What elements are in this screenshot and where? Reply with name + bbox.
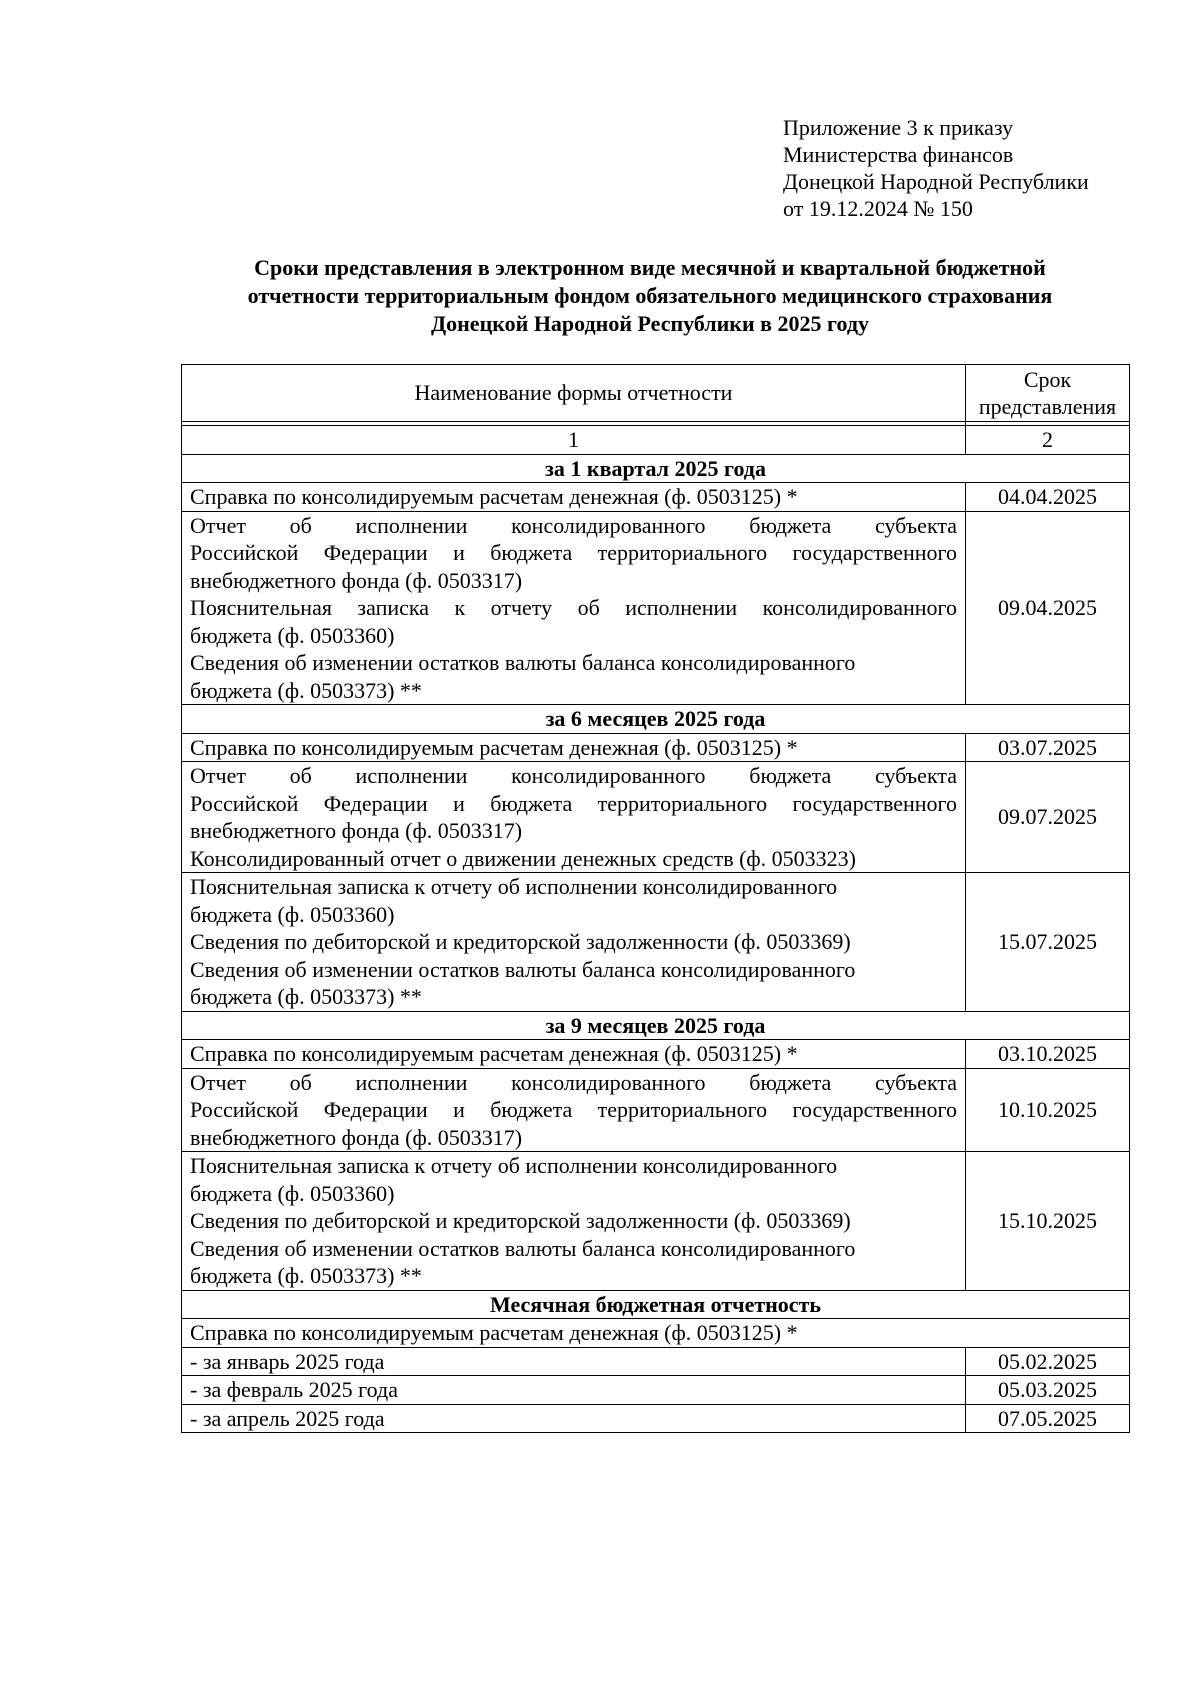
form-name-cell	[182, 762, 966, 873]
deadline-cell: 09.04.2025	[966, 511, 1130, 705]
title-line: отчетности территориальным фондом обязательного медицинского страхования	[247, 283, 1053, 308]
table-row	[182, 733, 1130, 762]
form-line: бюджета (ф. 0503373) **	[190, 984, 422, 1009]
appendix-line: Донецкой Народной Республики	[783, 169, 1089, 194]
table-row	[182, 1319, 1130, 1348]
deadline-cell: 03.10.2025	[966, 1040, 1130, 1069]
section-heading-9-months: за 9 месяцев 2025 года	[182, 1011, 1130, 1040]
form-line: Сведения об изменении остатков валюты баланса консолидированного	[190, 956, 856, 982]
deadline-cell: 04.04.2025	[966, 483, 1130, 512]
form-name-cell	[182, 873, 966, 1012]
section-heading-q1: за 1 квартал 2025 года	[182, 454, 1130, 483]
form-name-cell: Справка по консолидируемым расчетам денежная (ф. 0503125) *	[182, 483, 966, 512]
form-line: Пояснительная записка к отчету об исполнении консолидированного	[190, 595, 957, 620]
document-title	[150, 254, 1150, 338]
header-deadline-line: представления	[978, 394, 1117, 419]
column-number-2: 2	[966, 426, 1130, 455]
form-line: Отчет об исполнении консолидированного бюджета субъекта	[190, 512, 957, 538]
header-deadline	[966, 365, 1130, 422]
section-heading-monthly: Месячная бюджетная отчетность	[182, 1290, 1130, 1319]
table-row	[182, 1376, 1130, 1405]
section-row	[182, 454, 1130, 483]
header-form-name: Наименование формы отчетности	[182, 365, 966, 422]
form-line: Пояснительная записка к отчету об исполнении консолидированного	[190, 1153, 838, 1178]
form-name-cell	[182, 1068, 966, 1152]
table-row	[182, 1404, 1130, 1433]
form-line: бюджета (ф. 0503360)	[190, 622, 395, 648]
deadline-cell: 15.10.2025	[966, 1152, 1130, 1291]
form-line: Сведения об изменении остатков валюты баланса консолидированного	[190, 1235, 856, 1261]
deadline-cell: 05.03.2025	[966, 1376, 1130, 1405]
title-line: Донецкой Народной Республики в 2025 году	[431, 311, 869, 336]
form-line: Отчет об исполнении консолидированного бюджета субъекта	[190, 1069, 957, 1095]
section-row	[182, 1011, 1130, 1040]
month-label-cell: - за февраль 2025 года	[182, 1376, 966, 1405]
form-line: Отчет об исполнении консолидированного бюджета субъекта	[190, 763, 957, 788]
form-line: Российской Федерации и бюджета территориального государственного	[190, 540, 957, 565]
form-line: бюджета (ф. 0503360)	[190, 1180, 395, 1206]
form-line: внебюджетного фонда (ф. 0503317)	[190, 1124, 523, 1150]
form-line: Консолидированный отчет о движении денежных средств (ф. 0503323)	[190, 845, 856, 871]
form-line: Российской Федерации и бюджета территориального государственного	[190, 1097, 957, 1122]
deadline-cell: 10.10.2025	[966, 1068, 1130, 1152]
form-name-cell: Справка по консолидируемым расчетам денежная (ф. 0503125) *	[182, 733, 966, 762]
month-label-cell: - за январь 2025 года	[182, 1347, 966, 1376]
form-name-cell	[182, 1152, 966, 1291]
deadline-cell: 03.07.2025	[966, 733, 1130, 762]
reporting-deadlines-table	[181, 364, 1130, 1433]
section-row	[182, 705, 1130, 734]
table-row	[182, 762, 1130, 873]
form-line: Сведения по дебиторской и кредиторской задолженности (ф. 0503369)	[190, 929, 851, 954]
section-heading-6-months: за 6 месяцев 2025 года	[182, 705, 1130, 734]
table-row	[182, 483, 1130, 512]
section-row	[182, 1290, 1130, 1319]
deadline-cell: 15.07.2025	[966, 873, 1130, 1012]
form-line: бюджета (ф. 0503360)	[190, 901, 395, 927]
form-name-cell	[182, 511, 966, 705]
table-header-row	[182, 365, 1130, 422]
form-line: Пояснительная записка к отчету об исполнении консолидированного	[190, 874, 838, 899]
table-row	[182, 1347, 1130, 1376]
form-line: Российской Федерации и бюджета территориального государственного	[190, 790, 957, 816]
form-line: бюджета (ф. 0503373) **	[190, 677, 422, 703]
appendix-reference	[783, 114, 1089, 222]
form-line: внебюджетного фонда (ф. 0503317)	[190, 567, 523, 593]
deadline-cell: 05.02.2025	[966, 1347, 1130, 1376]
form-line: бюджета (ф. 0503373) **	[190, 1263, 422, 1288]
appendix-line: Приложение 3 к приказу	[783, 115, 1014, 140]
table-row	[182, 873, 1130, 1012]
appendix-line: Министерства финансов	[783, 142, 1014, 167]
form-name-cell: Справка по консолидируемым расчетам денежная (ф. 0503125) *	[182, 1319, 1130, 1348]
form-name-cell: Справка по консолидируемым расчетам денежная (ф. 0503125) *	[182, 1040, 966, 1069]
form-line: Сведения по дебиторской и кредиторской задолженности (ф. 0503369)	[190, 1208, 851, 1233]
table-row	[182, 1068, 1130, 1152]
form-line: внебюджетного фонда (ф. 0503317)	[190, 818, 523, 843]
deadline-cell: 09.07.2025	[966, 762, 1130, 873]
month-label-cell: - за апрель 2025 года	[182, 1404, 966, 1433]
form-line: Сведения об изменении остатков валюты баланса консолидированного	[190, 650, 856, 675]
table-row	[182, 511, 1130, 705]
deadline-cell: 07.05.2025	[966, 1404, 1130, 1433]
table-row	[182, 1152, 1130, 1291]
column-number-row	[182, 426, 1130, 455]
table-row	[182, 1040, 1130, 1069]
title-line: Сроки представления в электронном виде месячной и квартальной бюджетной	[254, 255, 1046, 280]
column-number-1: 1	[182, 426, 966, 455]
header-deadline-line: Срок	[1023, 366, 1072, 392]
appendix-line: от 19.12.2024 № 150	[783, 196, 973, 221]
